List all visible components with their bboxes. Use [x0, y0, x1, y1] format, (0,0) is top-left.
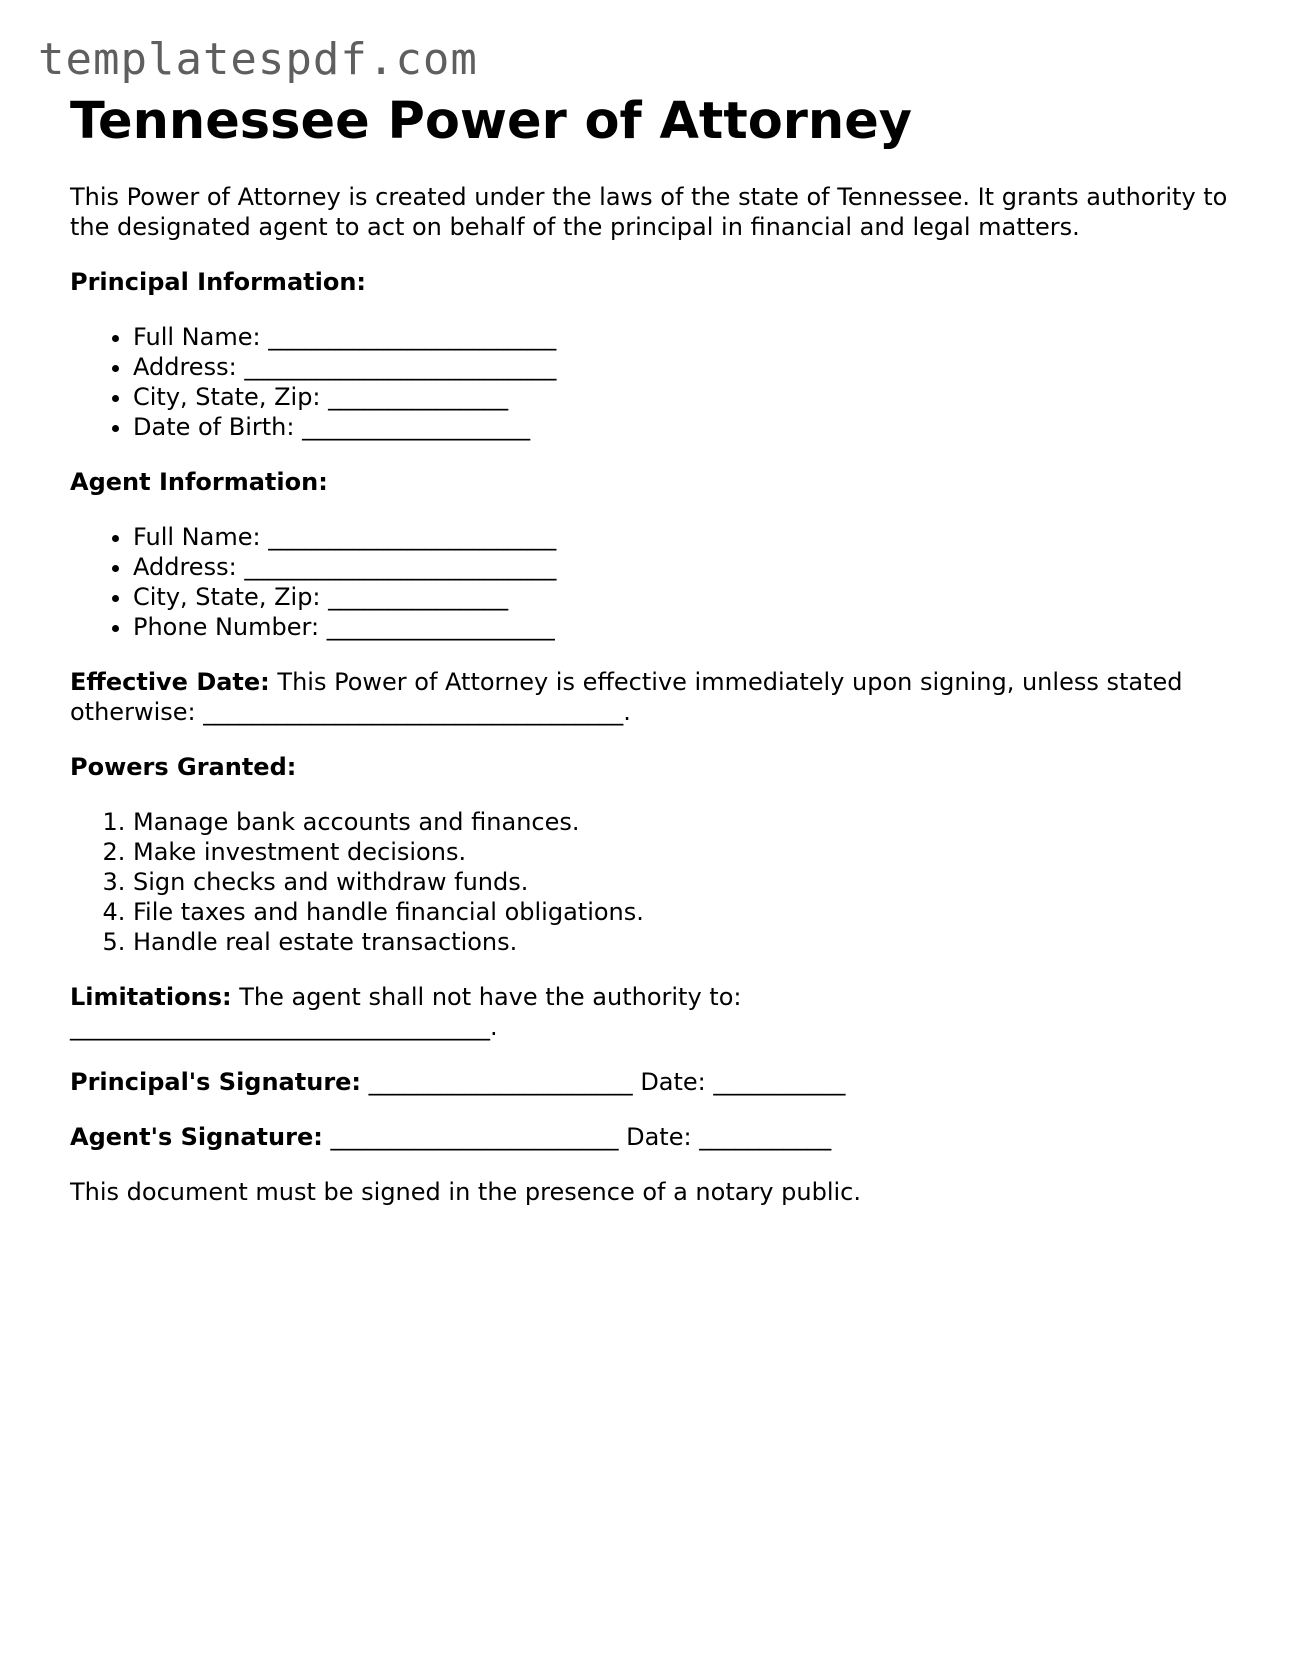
address-blank[interactable]: __________________________ — [244, 553, 557, 581]
field-label: Full Name: — [133, 523, 261, 551]
field-label: Date of Birth: — [133, 413, 295, 441]
powers-heading: Powers Granted: — [70, 753, 297, 781]
field-label: Address: — [133, 353, 237, 381]
principal-signature-label: Principal's Signature: — [70, 1068, 362, 1096]
agent-fields-list — [70, 522, 1230, 642]
city-state-zip-blank[interactable]: _______________ — [328, 583, 509, 611]
agent-heading: Agent Information: — [70, 468, 328, 496]
principal-signature-line — [70, 1067, 1230, 1097]
limitations-blank[interactable]: ___________________________________. — [70, 1013, 498, 1041]
list-item: 5. Handle real estate transactions. — [133, 927, 1230, 957]
agent-signature-blank[interactable]: ________________________ — [330, 1123, 619, 1151]
agent-signature-line — [70, 1122, 1230, 1152]
principal-date-of-birth-field — [133, 412, 1230, 442]
agent-full-name-field — [133, 522, 1230, 552]
agent-phone-number-field — [133, 612, 1230, 642]
watermark: templatespdf.com — [38, 34, 478, 85]
agent-city-state-zip-field — [133, 582, 1230, 612]
limitations-label: Limitations: — [70, 983, 232, 1011]
agent-date-blank[interactable]: ___________ — [699, 1123, 832, 1151]
page-title: Tennessee Power of Attorney — [70, 92, 913, 151]
effective-date-label: Effective Date: — [70, 668, 270, 696]
field-label: City, State, Zip: — [133, 583, 321, 611]
agent-signature-label: Agent's Signature: — [70, 1123, 323, 1151]
powers-list — [70, 807, 1230, 957]
field-label: City, State, Zip: — [133, 383, 321, 411]
limitations-paragraph — [70, 982, 1230, 1042]
effective-date-text: This Power of Attorney is effective immediately upon signing, unless stated otherwise: — [70, 668, 1183, 726]
field-label: Phone Number: — [133, 613, 320, 641]
city-state-zip-blank[interactable]: _______________ — [328, 383, 509, 411]
principal-city-state-zip-field — [133, 382, 1230, 412]
principal-date-blank[interactable]: ___________ — [713, 1068, 846, 1096]
address-blank[interactable]: __________________________ — [244, 353, 557, 381]
agent-address-field — [133, 552, 1230, 582]
list-item: 1. Manage bank accounts and finances. — [133, 807, 1230, 837]
notary-note: This document must be signed in the presence of a notary public. — [70, 1178, 861, 1206]
limitations-text: The agent shall not have the authority to: — [239, 983, 742, 1011]
principal-heading: Principal Information: — [70, 268, 367, 296]
principal-fields-list — [70, 322, 1230, 442]
principal-date-label: Date: — [640, 1068, 706, 1096]
list-item: 3. Sign checks and withdraw funds. — [133, 867, 1230, 897]
field-label: Full Name: — [133, 323, 261, 351]
full-name-blank[interactable]: ________________________ — [268, 323, 557, 351]
effective-date-paragraph — [70, 667, 1230, 727]
document — [70, 90, 1230, 1232]
principal-signature-blank[interactable]: ______________________ — [368, 1068, 633, 1096]
list-item: 4. File taxes and handle financial obligations. — [133, 897, 1230, 927]
date-of-birth-blank[interactable]: ___________________ — [302, 413, 531, 441]
list-item: 2. Make investment decisions. — [133, 837, 1230, 867]
field-label: Address: — [133, 553, 237, 581]
agent-date-label: Date: — [626, 1123, 692, 1151]
principal-full-name-field — [133, 322, 1230, 352]
intro-paragraph: This Power of Attorney is created under the laws of the state of Tennessee. It grants authority to the designated agent to act on behalf of the principal in financial and legal matters. — [70, 183, 1228, 241]
principal-address-field — [133, 352, 1230, 382]
full-name-blank[interactable]: ________________________ — [268, 523, 557, 551]
effective-date-blank[interactable]: ___________________________________. — [203, 698, 631, 726]
phone-number-blank[interactable]: ___________________ — [326, 613, 555, 641]
